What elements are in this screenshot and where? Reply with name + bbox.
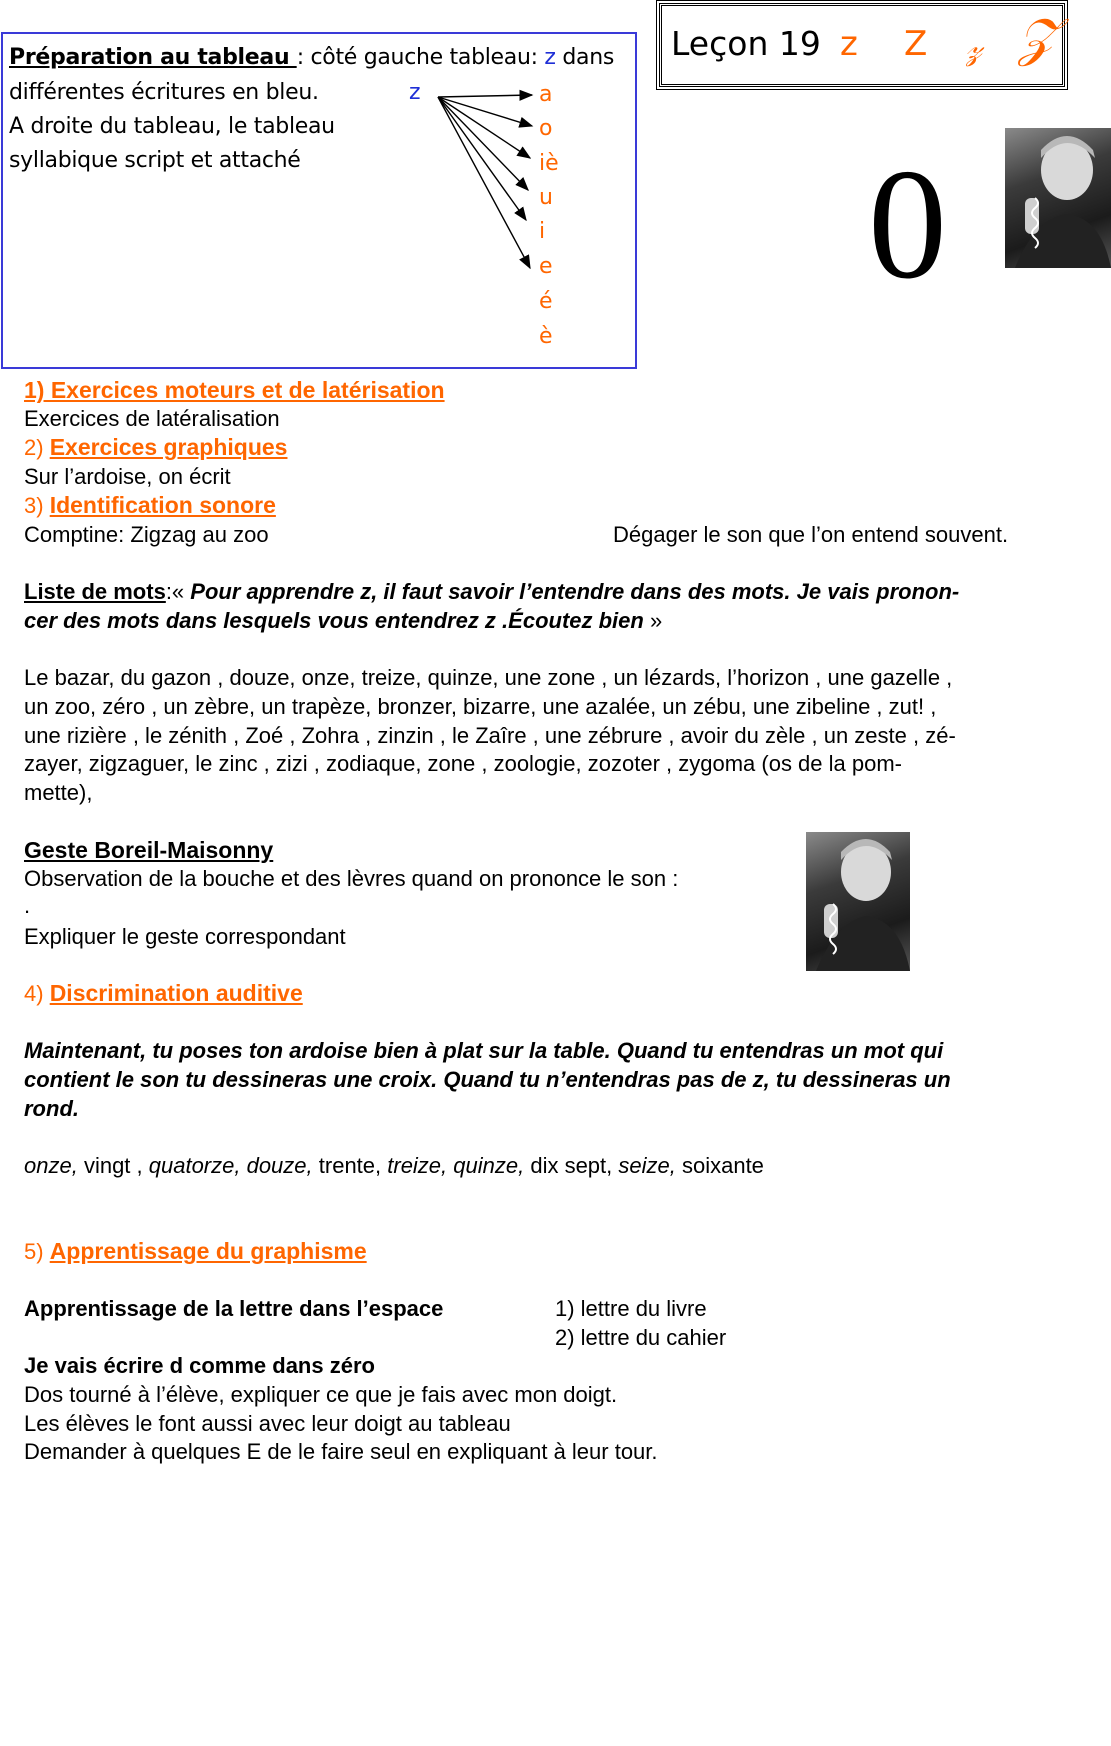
- vowel-e: e: [539, 254, 553, 279]
- boy-photo-illustration-small: [806, 832, 910, 971]
- section-5-write: Je vais écrire d comme dans zéro: [24, 1353, 375, 1378]
- geste-line-2: .: [24, 893, 31, 918]
- arrow-diagram: [420, 80, 553, 280]
- geste-line-3: Expliquer le geste correspondant: [24, 924, 346, 949]
- arrow-e: [438, 97, 530, 268]
- liste-quote-2: cer des mots dans lesquels vous entendrez z .Écoutez bien: [24, 608, 644, 633]
- number-word: quatorze, douze,: [148, 1153, 313, 1178]
- vowel-i: i: [539, 219, 546, 244]
- number-word: treize, quinze,: [387, 1153, 525, 1178]
- arrow-i: [438, 97, 526, 220]
- prep-line1-text: : côté gauche tableau:: [296, 45, 545, 70]
- section-4-paragraph-2: contient le son tu dessineras une croix. Quand tu n’entendras pas de z, tu dessineras un: [24, 1067, 951, 1092]
- section-4-number: 4): [24, 981, 50, 1006]
- number-word: soixante: [675, 1153, 764, 1178]
- liste-line-2: [24, 608, 662, 634]
- section-5-number: 5): [24, 1239, 50, 1264]
- section-1-title: 1) Exercices moteurs et de latérisation: [24, 377, 445, 403]
- section-5-option-1: 1) lettre du livre: [555, 1296, 707, 1321]
- word-list-line: un zoo, zéro , un zèbre, un trapèze, bronzer, bizarre, une azalée, un zébu, une zibeline , zut! ,: [24, 694, 937, 719]
- arrow-ie: [438, 97, 530, 158]
- boy-photo-illustration: [1005, 128, 1111, 268]
- liste-title: Liste de mots: [24, 579, 166, 604]
- section-2-text: Sur l’ardoise, on écrit: [24, 464, 231, 489]
- liste-open-quote: :«: [165, 579, 191, 604]
- prep-line-4: syllabique script et attaché: [9, 148, 301, 173]
- section-5-line-1: Dos tourné à l’élève, expliquer ce que je fais avec mon doigt.: [24, 1382, 618, 1407]
- arrow-a: [438, 95, 532, 97]
- word-list-line: une rizière , le zénith , Zoé , Zohra , zinzin , le Zaîre , une zébrure , avoir du zèle , un zeste , zé-: [24, 723, 956, 748]
- word-list-line: mette),: [24, 780, 93, 805]
- prep-line-3: A droite du tableau, le tableau: [9, 114, 335, 139]
- section-5-line-3: Demander à quelques E de le faire seul en expliquant à leur tour.: [24, 1439, 658, 1464]
- section-4-heading: [24, 980, 303, 1007]
- prep-line-2: différentes écritures en bleu.: [9, 80, 319, 105]
- geste-line-1: Observation de la bouche et des lèvres quand on prononce le son :: [24, 866, 679, 891]
- number-word: vingt ,: [77, 1153, 149, 1178]
- section-3-title: Identification sonore: [49, 492, 276, 518]
- boy-gesture-photo: [1005, 128, 1111, 268]
- lesson-letter-z: z: [840, 24, 858, 64]
- vowel-e-acute: é: [539, 289, 553, 314]
- number-word: seize,: [618, 1153, 676, 1178]
- number-word: dix sept,: [524, 1153, 619, 1178]
- section-2-number: 2): [24, 435, 50, 460]
- lesson-cursive-z: 𝓏: [966, 28, 982, 68]
- liste-close-quote: »: [643, 608, 663, 633]
- number-word: trente,: [312, 1153, 388, 1178]
- section-4-title: Discrimination auditive: [49, 980, 303, 1006]
- section-5-space: Apprentissage de la lettre dans l’espace: [24, 1296, 444, 1321]
- vowel-ie: iè: [539, 151, 559, 176]
- vowel-a: a: [539, 82, 553, 107]
- boy-gesture-photo-small: [806, 832, 910, 971]
- section-5-heading: [24, 1238, 367, 1265]
- section-4-paragraph-3: rond.: [24, 1096, 79, 1121]
- vowel-u: u: [539, 185, 553, 210]
- prep-title: Préparation au tableau: [9, 45, 297, 70]
- section-2-title: Exercices graphiques: [49, 434, 288, 460]
- prep-z: z: [544, 45, 556, 70]
- section-5-line-2: Les élèves le font aussi avec leur doigt au tableau: [24, 1411, 511, 1436]
- number-list: [24, 1153, 764, 1179]
- vowel-o: o: [539, 116, 553, 141]
- prep-line-1: [9, 45, 614, 70]
- section-4-paragraph-1: Maintenant, tu poses ton ardoise bien à plat sur la table. Quand tu entendras un mot qui: [24, 1038, 944, 1063]
- word-list-line: Le bazar, du gazon , douze, onze, treize, quinze, une zone , un lézards, l’horizon , une gazelle ,: [24, 665, 953, 690]
- section-3-heading: [24, 492, 276, 519]
- number-word: onze,: [24, 1153, 78, 1178]
- prep-line1-end: dans: [555, 45, 615, 70]
- lesson-label: Leçon 19: [671, 24, 821, 63]
- section-5-option-2: 2) lettre du cahier: [555, 1325, 727, 1350]
- lesson-letter-Z: Z: [904, 24, 928, 64]
- section-3-number: 3): [24, 493, 50, 518]
- lesson-cursive-Z: 𝒵: [1018, 8, 1058, 68]
- arrow-source-z: z: [409, 80, 421, 105]
- word-list-line: zayer, zigzaguer, le zinc , zizi , zodiaque, zone , zoologie, zozoter , zygoma (os de la pom-: [24, 751, 903, 776]
- degager-instruction: Dégager le son que l’on entend souvent.: [613, 522, 1009, 547]
- section-5-title: Apprentissage du graphisme: [49, 1238, 367, 1264]
- comptine-text: Comptine: Zigzag au zoo: [24, 522, 269, 547]
- section-1-text: Exercices de latéralisation: [24, 406, 280, 431]
- big-zero-glyph: 0: [868, 137, 947, 312]
- geste-title: Geste Boreil-Maisonny: [24, 837, 274, 863]
- liste-quote-1: Pour apprendre z, il faut savoir l’entendre dans des mots. Je vais pronon-: [190, 579, 960, 604]
- liste-line-1: [24, 579, 959, 605]
- vowel-e-grave: è: [539, 324, 553, 349]
- section-2-heading: [24, 434, 287, 461]
